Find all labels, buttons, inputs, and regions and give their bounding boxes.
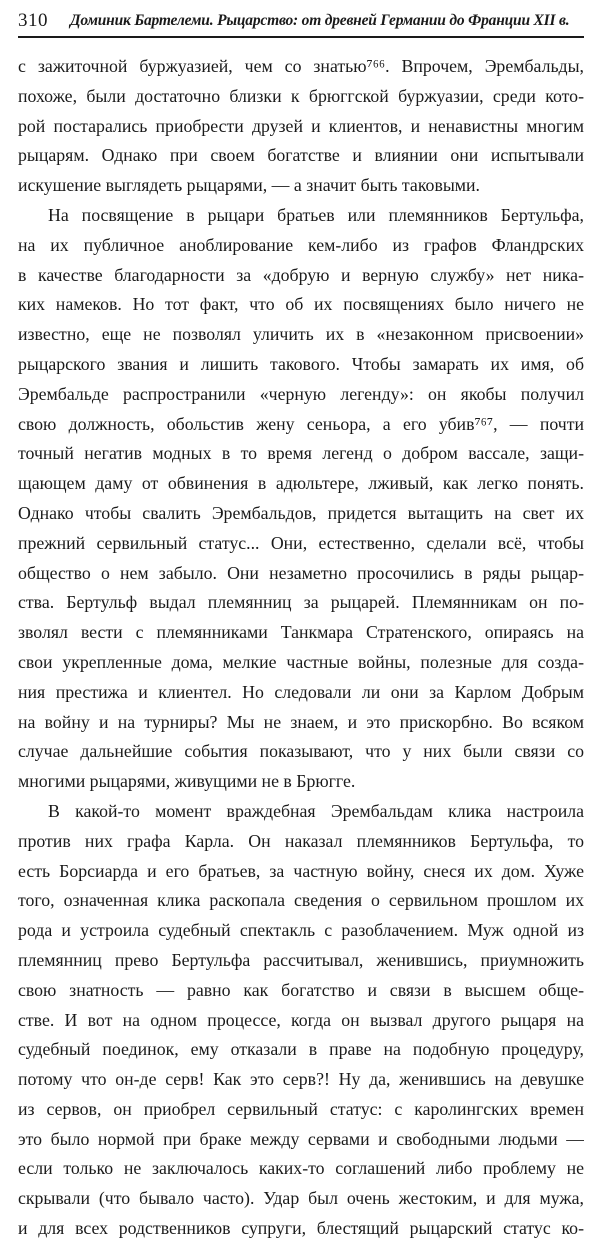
text-line: с зажиточной буржуазией, чем со знатью⁷⁶⁶. Впрочем, Эрембальды,: [18, 56, 584, 76]
text-line: зволял вести с племянниками Танкмара Стратенского, опираясь на: [18, 622, 584, 643]
text-line: известно, еще не позволял уличить их в «незаконном присвоении»: [18, 324, 584, 345]
text-line: в качестве благодарности за «добрую и верную службу» нет ника-: [18, 264, 584, 285]
text-line: против них графа Карла. Он наказал племянников Бертульфа, то: [18, 830, 584, 851]
text-line: общество о нем забыло. Они незаметно просочились в ряды рыцар-: [18, 562, 584, 583]
text-line: есть Борсиарда и его братьев, за частную войну, снеся их дом. Хуже: [18, 860, 584, 881]
text-line: точный негатив модных в то время легенд о добром вассале, защи-: [18, 443, 584, 464]
running-title: Доминик Бартелеми. Рыцарство: от древней Германии до Франции XII в.: [70, 12, 570, 29]
text-line: похоже, были достаточно близки к брюггской буржуазии, среди кото-: [18, 85, 584, 106]
text-line: прежний сервильный статус... Они, естественно, сделали всё, чтобы: [18, 532, 584, 553]
text-line: рыцарского звания и лишить такового. Чтобы замарать их имя, об: [18, 353, 584, 374]
text-line: свои укрепленные дома, мелкие частные войны, полезные для созда-: [18, 651, 584, 672]
text-line: племянниц прево Бертульфа рассчитывал, женившись, приумножить: [18, 949, 584, 970]
text-line: рода и устроила судебный спектакль с разоблачением. Муж одной из: [18, 920, 584, 941]
text-line: скрывали (что бывало часто). Удар был очень жестоким, и для мужа,: [18, 1188, 584, 1209]
text-line: ства. Бертульф выдал племянниц за рыцарей. Племянникам он по-: [18, 592, 584, 613]
text-line: искушение выглядеть рыцарями, — а значит быть таковыми.: [18, 175, 480, 196]
text-line: из сервов, он приобрел сервильный статус: с каролингских времен: [18, 1098, 584, 1119]
text-line: В какой-то момент враждебная Эрембальдам клика настроила: [48, 800, 584, 821]
text-line: свою знатность — равно как богатство и связи в высшем обще-: [18, 979, 584, 1000]
text-line: Эрембальде распространили «черную легенду»: он якобы получил: [18, 383, 584, 404]
text-line: случае дальнейшие события показывают, что у них были связи со: [18, 741, 584, 762]
text-line: и для всех родственников супруги, блестящий рыцарский статус ко-: [18, 1218, 584, 1239]
text-line: рыцарям. Однако при своем богатстве и влиянии они испытывали: [18, 145, 584, 166]
text-line: рой постарались приобрести друзей и клиентов, и ненавистны многим: [18, 115, 584, 136]
text-line: на их публичное аноблирование кем-либо из графов Фландрских: [18, 234, 584, 255]
text-line: многими рыцарями, живущими не в Брюгге.: [18, 771, 356, 792]
body-text: [18, 52, 584, 1244]
text-line: того, означенная клика раскопала сведения о сервильном прошлом их: [18, 890, 584, 911]
text-line: свою должность, обольстив жену сеньора, а его убив⁷⁶⁷, — почти: [18, 413, 584, 434]
page-header: [18, 6, 584, 38]
text-line: Однако чтобы свалить Эрембальдов, придется вытащить на свет их: [18, 502, 584, 523]
page-number: 310: [18, 10, 48, 31]
text-line: если только не заключалось каких-то соглашений либо проблему не: [18, 1158, 584, 1179]
text-line: ких намеков. Но тот факт, что об их посвящениях было ничего не: [18, 294, 584, 315]
text-line: на войну и на турниры? Мы не знаем, и это прискорбно. Во всяком: [18, 711, 584, 732]
text-line: стве. И вот на одном процессе, когда он вызвал другого рыцаря на: [18, 1009, 584, 1030]
text-line: На посвящение в рыцари братьев или племянников Бертульфа,: [48, 204, 584, 225]
text-line: судебный поединок, ему отказали в праве на подобную процедуру,: [18, 1039, 584, 1060]
text-line: ния престижа и клиентел. Но следовали ли они за Карлом Добрым: [18, 681, 584, 702]
text-line: это было нормой при браке между сервами и свободными людьми —: [18, 1128, 584, 1149]
text-line: потому что он-де серв! Как это серв?! Ну да, женившись на девушке: [18, 1069, 584, 1090]
text-line: щающем даму от обвинения в адюльтере, лживый, как легко понять.: [18, 473, 584, 494]
